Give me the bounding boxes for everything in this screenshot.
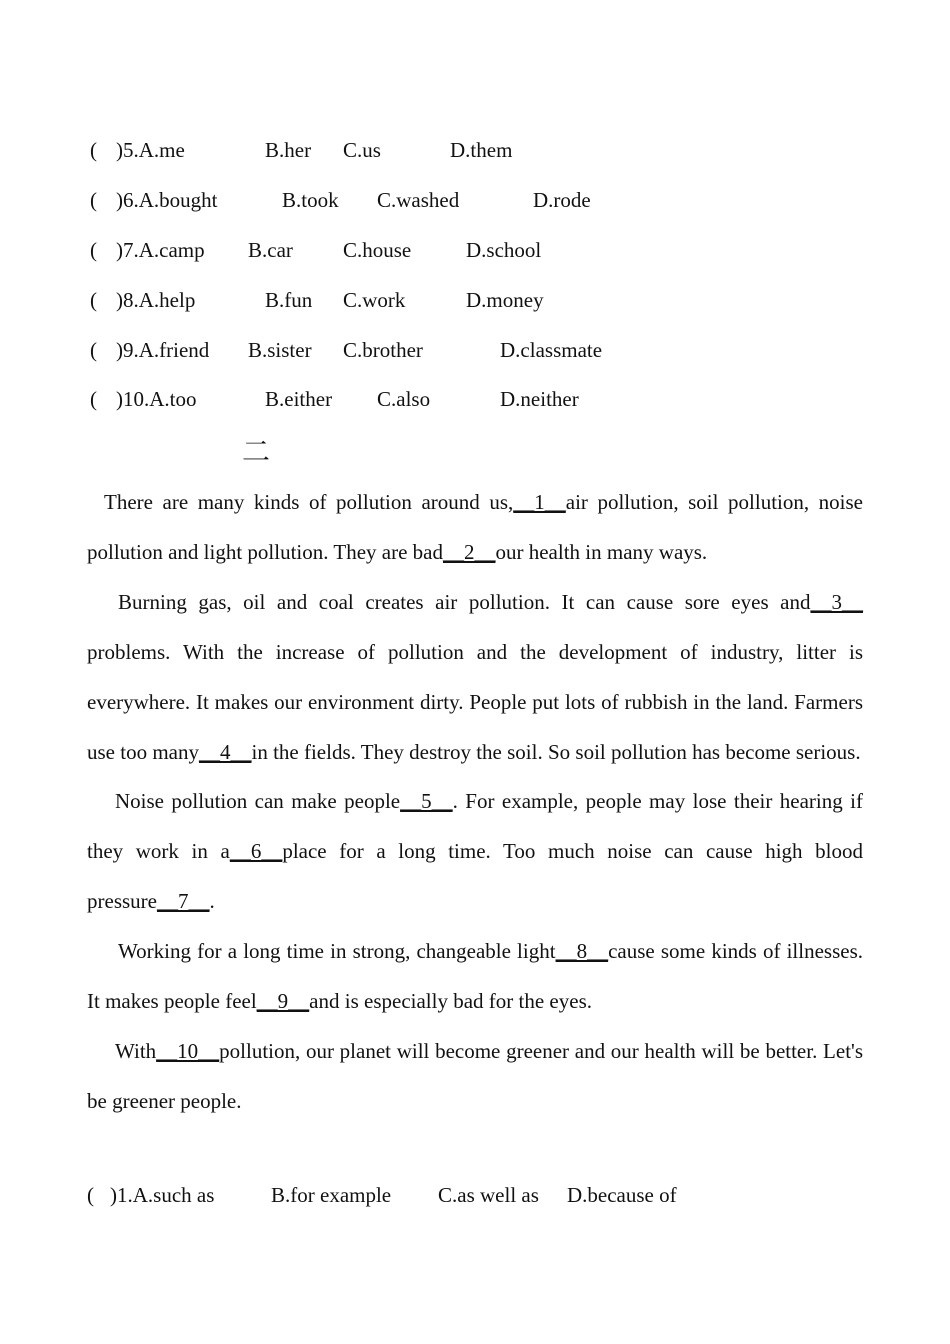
option-c: C.brother — [343, 338, 423, 362]
option-d: D.school — [466, 238, 542, 262]
option-c: C.us — [343, 138, 381, 162]
paragraph-5: With__10__pollution, our planet will become greener and our health will be better. Let's be greener people. — [87, 1038, 863, 1113]
paragraph-3: Noise pollution can make people__5__. For example, people may lose their hearing if they work in a__6__place for a long time. Too much noise can cause high blood pressure__7__. — [87, 789, 863, 914]
blank-2: __2__ — [442, 539, 496, 564]
option-a: )9.A.friend — [116, 338, 210, 362]
option-d: D.because of — [567, 1183, 677, 1207]
blank-3: __3__ — [810, 589, 863, 614]
option-c: C.house — [343, 238, 412, 262]
option-d: D.neither — [500, 387, 579, 411]
option-a: )10.A.too — [116, 387, 197, 411]
blank-4: __4__ — [198, 739, 252, 764]
blank-10: __10__ — [156, 1038, 220, 1063]
blank-7: __7__ — [156, 889, 210, 914]
blank-1: __1__ — [513, 490, 566, 514]
paragraph-1: There are many kinds of pollution around us,__1__air pollution, soil pollution, noise pollution and light pollution. They are bad__2__our health in many ways. — [87, 490, 864, 564]
section-heading: 二 — [242, 435, 271, 468]
option-b: B.fun — [265, 288, 313, 312]
option-c: C.as well as — [438, 1183, 539, 1207]
option-d: D.rode — [533, 188, 591, 212]
option-b: B.sister — [248, 338, 312, 362]
option-a: )8.A.help — [116, 288, 196, 312]
option-d: D.money — [466, 288, 544, 312]
option-c: C.work — [343, 288, 406, 312]
paragraph-4: Working for a long time in strong, changeable light__8__cause some kinds of illnesses. It makes people feel__9__and is especially bad for the eyes. — [87, 939, 864, 1014]
option-b: B.either — [265, 387, 333, 411]
option-a: )7.A.camp — [116, 238, 205, 262]
blank-8: __8__ — [555, 939, 609, 964]
option-a: )1.A.such as — [110, 1183, 215, 1207]
blank-5: __5__ — [400, 789, 453, 814]
option-d: D.classmate — [500, 338, 603, 362]
option-c: C.washed — [377, 188, 460, 212]
option-a: )6.A.bought — [116, 188, 218, 212]
blank-9: __9__ — [256, 989, 310, 1014]
blank-6: __6__ — [229, 839, 283, 864]
option-c: C.also — [377, 387, 431, 411]
paragraph-2: Burning gas, oil and coal creates air pollution. It can cause sore eyes and__3__ problems. With the increase of pollution and the development of industry, litter is everywhere. It makes our environment dirty. People put lots of rubbish in the land. Farmers use too many__4__in the fields. They destroy the soil. So soil pollution has become serious. — [87, 589, 863, 764]
option-b: B.took — [282, 188, 339, 212]
option-a: )5.A.me — [116, 138, 185, 162]
option-b: B.her — [265, 138, 312, 162]
worksheet-page: ( )5.A.me B.her C.us D.them ( )6.A.bought B.took C.washed D.rode ( )7.A.camp B.car C.house D.school ( )8.A.help B.fun C.work D.money ( )9.A.friend B.sister C.brother D.classmate ( )10.A.too B.either C.also D.neither 二 There are many kinds of pollution around us,__1__air pollution, soil pollution, noise pollution and light pollution. They are bad__2__our health in many ways. Burning gas, oil and coal creates air pollution. It can cause sore eyes and__3__ problems. With the increase of pollution and the development of industry, litter is everywhere. It makes our environment dirty. People put lots of rubbish in the land. Farmers use too many__4__in the fields. They destroy the soil. So soil pollution has become serious. Noise pollution can make people__5__. For example, people may lose their hearing if they work in a__6__place for a long time. Too much noise can cause high blood pressure__7__. Working for a long time in strong, changeable light__8__cause some kinds of illnesses. It makes people feel__9__and is especially bad for the eyes. With__10__pollution, our planet will become greener and our health will be better. Let's be greener people. ( )1.A.such as B.for example C.as well as D.because of — [0, 0, 950, 1344]
option-b: B.car — [248, 238, 293, 262]
option-b: B.for example — [271, 1183, 392, 1207]
cloze-passage — [87, 478, 863, 1127]
option-d: D.them — [450, 138, 513, 162]
